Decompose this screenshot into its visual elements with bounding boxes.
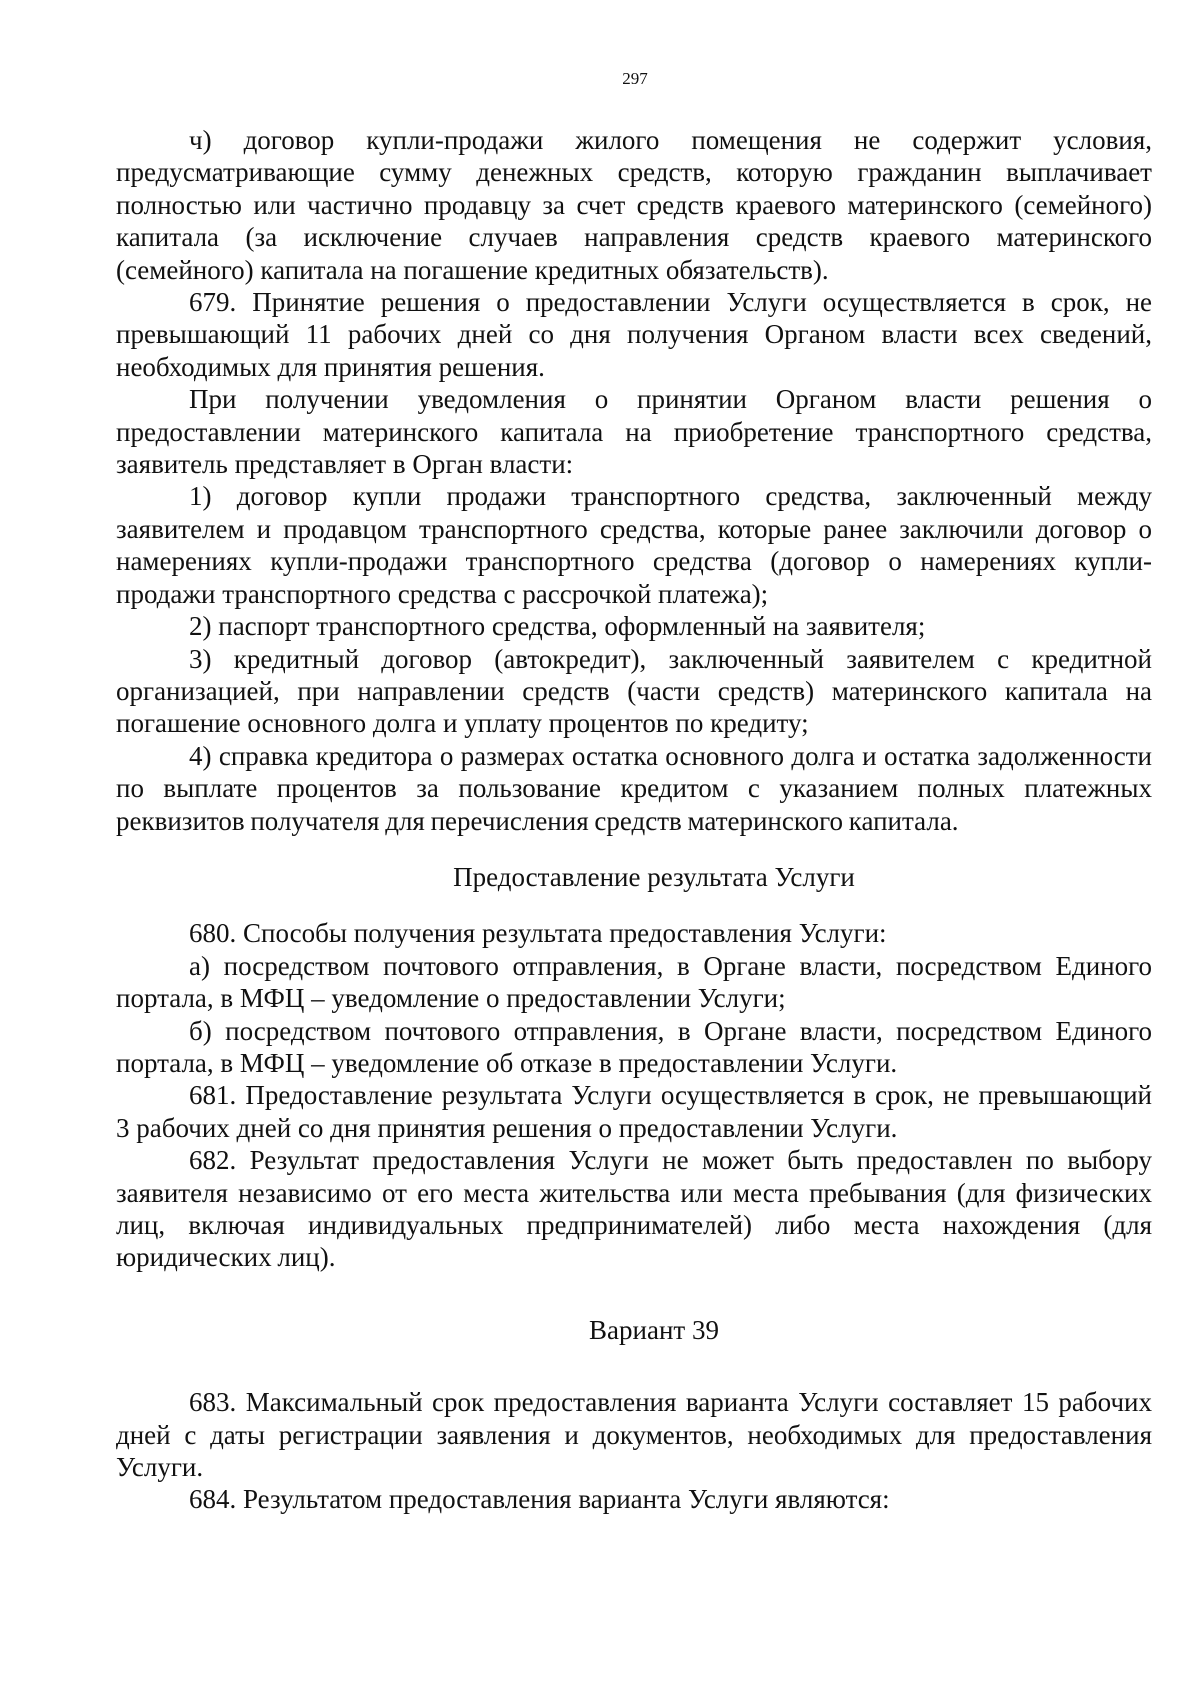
list-item-2: 2) паспорт транспортного средства, оформленный на заявителя; <box>189 611 926 642</box>
paragraph-680: 680. Способы получения результата предоставления Услуги: <box>189 918 887 949</box>
list-item-3: 3) кредитный договор (автокредит), заключенный заявителем с кредитной организацией, при направлении средств (части средств) материнского капитала на погашение основного долга и уплату процентов по кредиту; <box>116 643 1152 739</box>
paragraph-682: 682. Результат предоставления Услуги не может быть предоставлен по выбору заявителя независимо от его места жительства или места пребывания (для физических лиц, включая индивидуальных предпринимателей) либо места нахождения (для юридических лиц). <box>116 1145 1152 1273</box>
paragraph-679: 679. Принятие решения о предоставлении Услуги осуществляется в срок, не превышающий 11 рабочих дней со дня получения Органом власти всех сведений, необходимых для принятия решения. <box>116 287 1152 382</box>
section-heading-result: Предоставление результата Услуги <box>453 861 855 892</box>
list-item-b: б) посредством почтового отправления, в Органе власти, посредством Единого портала, в МФЦ – уведомление об отказе в предоставлении Услуги. <box>116 1015 1152 1078</box>
paragraph-684: 684. Результатом предоставления варианта Услуги являются: <box>189 1484 890 1515</box>
document-body <box>116 124 1152 1516</box>
section-heading-variant: Вариант 39 <box>589 1314 719 1345</box>
list-item-4: 4) справка кредитора о размерах остатка основного долга и остатка задолженности по выплате процентов за пользование кредитом с указанием полных платежных реквизитов получателя для перечисления средств материнского капитала. <box>116 740 1152 836</box>
list-item-a: а) посредством почтового отправления, в Органе власти, посредством Единого портала, в МФЦ – уведомление о предоставлении Услуги; <box>116 950 1152 1014</box>
paragraph-681: 681. Предоставление результата Услуги осуществляется в срок, не превышающий 3 рабочих дней со дня принятия решения о предоставлении Услуги. <box>116 1080 1152 1143</box>
page-number: 297 <box>622 69 648 88</box>
paragraph-notification: При получении уведомления о принятии Органом власти решения о предоставлении материнского капитала на приобретение транспортного средства, заявитель представляет в Орган власти: <box>116 384 1152 480</box>
list-item-1: 1) договор купли продажи транспортного средства, заключенный между заявителем и продавцом транспортного средства, которые ранее заключили договор о намерениях купли-продажи транспортного средства (договор о намерениях купли-продажи транспортного средства с рассрочкой платежа); <box>116 481 1152 609</box>
paragraph-683: 683. Максимальный срок предоставления варианта Услуги составляет 15 рабочих дней с даты регистрации заявления и документов, необходимых для предоставления Услуги. <box>116 1387 1152 1483</box>
paragraph-contract-conditions: ч) договор купли-продажи жилого помещения не содержит условия, предусматривающие сумму денежных средств, которую гражданин выплачивает полностью или частично продавцу за счет средств краевого материнского (семейного) капитала (за исключение случаев направления средств краевого материнского (семейного) капитала на погашение кредитных обязательств). <box>116 125 1152 285</box>
